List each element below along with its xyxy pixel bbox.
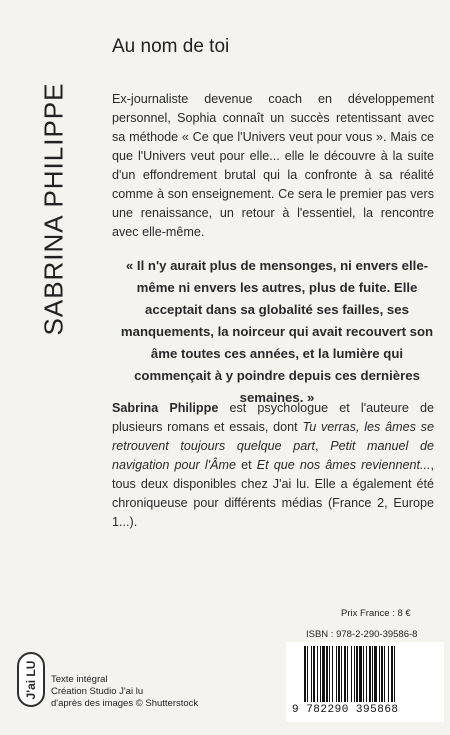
bio-author-name: Sabrina Philippe <box>112 401 219 415</box>
price-label: Prix France : 8 € <box>341 608 411 619</box>
excerpt-quote: « Il n'y aurait plus de mensonges, ni envers elle-même ni envers les autres, plus de fuite. Elle acceptait dans sa globalité ses failles, ses manquements, la noirceur qui avait recouvert son âme toutes ces années, et la lumière qui commençait à y poindre depuis ces dernières semaines. » <box>120 258 434 405</box>
bio-book-title: Tu verras, les âmes se retrouvent toujours quelque part <box>112 420 434 453</box>
publisher-logo-text: J'ai LU <box>24 660 38 699</box>
bio-text: , tous deux disponibles chez J'ai lu. Elle a également été chroniqueuse pour différents médias (France 2, Europe 1...). <box>112 458 434 529</box>
author-name-vertical <box>40 44 68 374</box>
bio-separator: et <box>235 458 257 472</box>
book-title: Au nom de toi <box>112 36 230 57</box>
credits-line: Création Studio J'ai lu <box>51 686 144 697</box>
credits-line: d'après des images © Shutterstock <box>51 698 199 709</box>
credits <box>51 674 198 710</box>
blurb-paragraph: Ex-journaliste devenue coach en développement personnel, Sophia connaît un succès retentissant avec sa méthode « Ce que l'Univers veut pour vous ». Mais ce que l'Univers veut pour elle... elle le découvre à la suite d'un effondrement brutal qui la confronte à sa réalité comme à son enseignement. Ce sera le premier pas vers une renaissance, un retour à l'essentiel, la rencontre avec elle-même. <box>112 92 434 239</box>
barcode <box>286 642 444 722</box>
bio-separator: , <box>315 439 331 453</box>
publisher-logo <box>17 652 45 707</box>
credits-line: Texte intégral <box>51 674 108 685</box>
bio-book-title: Petit manuel de navigation pour l'Âme <box>112 439 435 472</box>
barcode-number: 9 782290 395868 <box>292 704 399 716</box>
author-bio <box>112 399 434 532</box>
bio-text: est psychologue et l'auteure de plusieurs romans et essais, dont <box>112 401 434 434</box>
author-name-text: SABRINA PHILIPPE <box>38 82 69 336</box>
isbn-label: ISBN : 978-2-290-39586-8 <box>306 629 418 640</box>
bio-book-title: Et que nos âmes reviennent... <box>256 458 431 472</box>
barcode-bars <box>302 646 440 706</box>
